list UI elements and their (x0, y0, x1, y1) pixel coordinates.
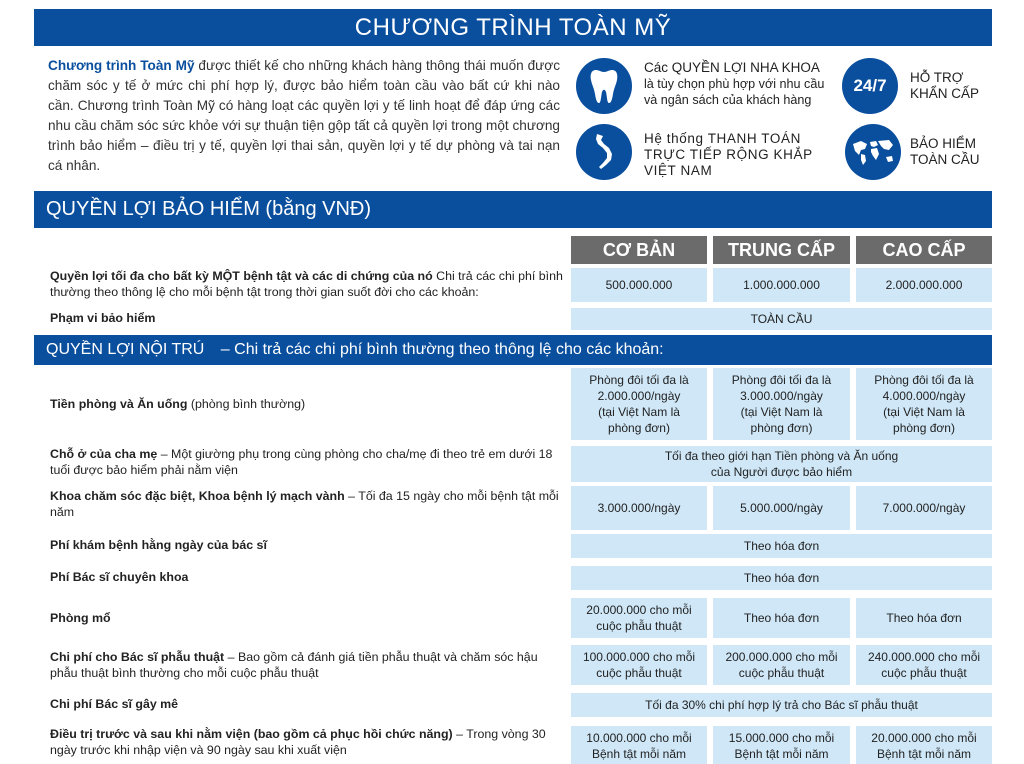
pre-post-label: Điều trị trước và sau khi nằm viện (bao gồm cả phục hồi chức năng) – Trong vòng 30 ngày trước khi nhập viện và 90 ngày sau khi xuất viện (50, 727, 546, 757)
tooth-icon (576, 58, 632, 114)
payment-feature-text: Hệ thống THANH TOÁN TRỰC TIẾP RỘNG KHẮP VIỆT NAM (644, 131, 813, 178)
global-feature-text: BẢO HIỂM TOÀN CẦU (910, 136, 980, 167)
max-benefit-basic: 500.000.000 (571, 268, 707, 302)
dental-feature-text: Các QUYỀN LỢI NHA KHOA là tùy chọn phù hợp với nhu cầu và ngân sách của khách hàng (644, 60, 825, 107)
anesthetist-value: Tối đa 30% chi phí hợp lý trả cho Bác sĩ phẫu thuật (571, 693, 992, 717)
page-title: CHƯƠNG TRÌNH TOÀN MỸ (34, 9, 992, 46)
pre-post-intermediate: 15.000.000 cho mỗi Bệnh tật mỗi năm (713, 726, 850, 764)
max-benefit-advanced: 2.000.000.000 (856, 268, 992, 302)
doctor-visit-value: Theo hóa đơn (571, 534, 992, 558)
world-map-icon (845, 124, 901, 180)
support-247-icon: 24/7 (842, 58, 898, 114)
doctor-visit-label: Phí khám bệnh hằng ngày của bác sĩ (50, 538, 267, 552)
benefits-section-header: QUYỀN LỢI BẢO HIỂM (bằng VNĐ) (34, 191, 992, 228)
pre-post-basic: 10.000.000 cho mỗi Bệnh tật mỗi năm (571, 726, 707, 764)
max-benefit-label: Quyền lợi tối đa cho bất kỳ MỘT bệnh tật và các di chứng của nó Chi trả các chi phí bình thường theo thông lệ cho mỗi bệnh tật trong thời gian suốt đời cho các khoản: (50, 269, 563, 299)
room-basic: Phòng đôi tối đa là 2.000.000/ngày (tại Việt Nam là phòng đơn) (571, 368, 707, 440)
intro-text: được thiết kế cho những khách hàng thông thái muốn được chăm sóc y tế ở mức chi phí hợp lý, được bảo hiểm toàn cầu vào bất cứ khi nào cần. Chương trình Toàn Mỹ có hàng loạt các quyền lợi y tế linh hoạt để đáp ứng các nhu cầu chăm sóc sức khỏe với sự thuận tiện gộp tất cả quyền lợi trong một chương trình bảo hiểm – điều trị y tế, quyền lợi thai sản, quyền lợi y tế dự phòng và tai nạn cá nhân. (48, 58, 560, 173)
icu-intermediate: 5.000.000/ngày (713, 486, 850, 530)
surgeon-advanced: 240.000.000 cho mỗi cuộc phẫu thuật (856, 645, 992, 685)
parent-value: Tối đa theo giới hạn Tiền phòng và Ăn uống của Người được bảo hiểm (571, 446, 992, 482)
operating-room-advanced: Theo hóa đơn (856, 598, 992, 638)
intro-paragraph (48, 56, 560, 176)
program-name: Chương trình Toàn Mỹ (48, 58, 195, 73)
surgeon-basic: 100.000.000 cho mỗi cuộc phẫu thuật (571, 645, 707, 685)
specialist-label: Phí Bác sĩ chuyên khoa (50, 570, 189, 584)
operating-room-label: Phòng mổ (50, 611, 111, 625)
support-feature-text: HỖ TRỢ KHẨN CẤP (910, 70, 980, 101)
plan-header-basic: CƠ BẢN (571, 236, 707, 264)
parent-label: Chỗ ở của cha mẹ – Một giường phụ trong cùng phòng cho cha/mẹ đi theo trẻ em dưới 18 tuổi được bảo hiểm phải nằm viện (50, 447, 553, 477)
surgeon-intermediate: 200.000.000 cho mỗi cuộc phẫu thuật (713, 645, 850, 685)
icu-advanced: 7.000.000/ngày (856, 486, 992, 530)
surgeon-label: Chi phí cho Bác sĩ phẫu thuật – Bao gồm cả đánh giá tiền phẫu thuật và chăm sóc hậu phẫu thuật bình thường cho mỗi cuộc phẫu thuật (50, 650, 538, 680)
icu-basic: 3.000.000/ngày (571, 486, 707, 530)
coverage-value: TOÀN CẦU (571, 308, 992, 330)
plan-header-intermediate: TRUNG CẤP (713, 236, 850, 264)
operating-room-intermediate: Theo hóa đơn (713, 598, 850, 638)
coverage-label: Phạm vi bảo hiểm (50, 311, 156, 325)
room-intermediate: Phòng đôi tối đa là 3.000.000/ngày (tại Việt Nam là phòng đơn) (713, 368, 850, 440)
room-label: Tiền phòng và Ăn uống (phòng bình thường) (50, 397, 306, 411)
inpatient-section-header: QUYỀN LỢI NỘI TRÚ – Chi trả các chi phí bình thường theo thông lệ cho các khoản: (34, 335, 992, 365)
room-advanced: Phòng đôi tối đa là 4.000.000/ngày (tại Việt Nam là phòng đơn) (856, 368, 992, 440)
pre-post-advanced: 20.000.000 cho mỗi Bệnh tật mỗi năm (856, 726, 992, 764)
anesthetist-label: Chi phí Bác sĩ gây mê (50, 697, 179, 711)
vietnam-map-icon (576, 124, 632, 180)
operating-room-basic: 20.000.000 cho mỗi cuộc phẫu thuật (571, 598, 707, 638)
icu-label: Khoa chăm sóc đặc biệt, Khoa bệnh lý mạch vành – Tối đa 15 ngày cho mỗi bệnh tật mỗi năm (50, 489, 559, 519)
specialist-value: Theo hóa đơn (571, 566, 992, 590)
plan-header-advanced: CAO CẤP (856, 236, 992, 264)
max-benefit-intermediate: 1.000.000.000 (713, 268, 850, 302)
